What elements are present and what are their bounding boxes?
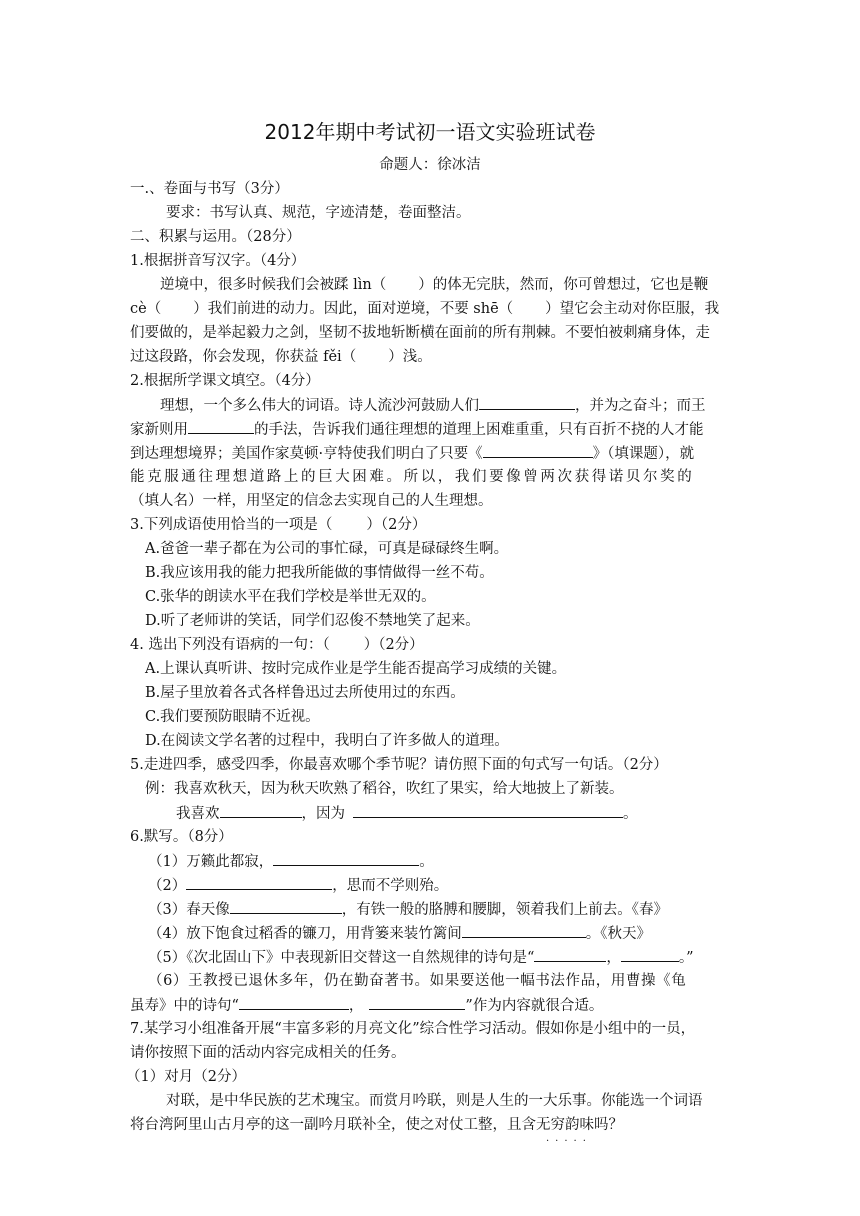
q4-option-d: D.在阅读文学名著的过程中，我明白了许多做人的道理。 bbox=[145, 733, 509, 749]
q6-text: 虽寿》中的诗句“ bbox=[130, 998, 239, 1014]
q4-option-c: C.我们要预防眼睛不近视。 bbox=[145, 709, 320, 725]
q6-fill-blank[interactable] bbox=[534, 946, 606, 962]
q7-paragraph-line-2: 将台湾阿里山古月亭的这一副吟月联补全，使之对仗工整，且含无穷韵味吗？ bbox=[130, 1117, 623, 1133]
emphasis-dots: ..... bbox=[546, 1133, 592, 1144]
q1-line-3: 们要做的，是举起毅力之剑，坚韧不拔地斩断横在面前的所有荆棘。不要怕被刺痛身体，走 bbox=[130, 325, 710, 341]
q6-text: （1）万籁此都寂， bbox=[148, 854, 274, 870]
q6-text: ， bbox=[348, 998, 364, 1014]
q6-text: ， bbox=[606, 950, 621, 966]
q4-heading bbox=[130, 634, 424, 656]
q6-item-3 bbox=[148, 898, 668, 921]
q2-line-3 bbox=[130, 442, 694, 465]
q2-line-5: （填人名）一样，用坚定的信念去实现自己的人生理想。 bbox=[130, 493, 493, 509]
q2-text: 》（填课题），就 bbox=[592, 446, 695, 462]
q1-line-1 bbox=[160, 274, 708, 296]
section-1-heading: 一.、卷面与书写（3分） bbox=[130, 181, 289, 197]
q1-text: ）浅。 bbox=[388, 349, 432, 365]
q6-fill-blank[interactable] bbox=[186, 874, 332, 890]
q4-text: ）（2分） bbox=[363, 637, 424, 653]
q6-text: （2） bbox=[148, 878, 187, 894]
q2-text: 家新则用 bbox=[130, 422, 188, 438]
q4-text: 4. 选出下列没有语病的一句：（ bbox=[130, 637, 330, 653]
q5-text: 我喜欢 bbox=[176, 806, 220, 822]
q5-fill-line bbox=[176, 802, 638, 825]
q6-fill-blank[interactable] bbox=[230, 898, 342, 914]
q2-fill-blank[interactable] bbox=[483, 442, 593, 458]
q3-option-d: D.听了老师讲的笑话，同学们忍俊不禁地笑了起来。 bbox=[145, 613, 480, 629]
q5-fill-blank[interactable] bbox=[220, 802, 302, 818]
q6-text: ，有铁一般的胳膊和腰脚，领着我们上前去。《春》 bbox=[341, 902, 668, 918]
q7-heading-line-1: 7.某学习小组准备开展“丰富多彩的月亮文化”综合性学习活动。假如你是小组中的一员， bbox=[130, 1021, 696, 1037]
q2-line-1 bbox=[160, 394, 706, 417]
q7-subheading: （1）对月（2分） bbox=[126, 1069, 246, 1085]
q6-fill-blank[interactable] bbox=[369, 994, 465, 1010]
q3-text: ）（2分） bbox=[366, 517, 427, 533]
q3-option-b: B.我应该用我的能力把我所能做的事情做得一丝不苟。 bbox=[145, 565, 494, 581]
q7-paragraph-line-1: 对联，是中华民族的艺术瑰宝。而赏月吟联，则是人生的一大乐事。你能选一个词语 bbox=[166, 1093, 703, 1109]
q1-text: ）望它会主动对你臣服，我 bbox=[545, 301, 720, 317]
q7-heading-line-2: 请你按照下面的活动内容完成相关的任务。 bbox=[130, 1045, 406, 1061]
q6-item-6-line-1: （6）王教授已退休多年，仍在勤奋著书。如果要送他一幅书法作品，用曹操《龟 bbox=[148, 973, 687, 989]
q3-text: 3.下列成语使用恰当的一项是（ bbox=[130, 517, 333, 533]
section-2-heading: 二、积累与运用。（28分） bbox=[130, 229, 301, 245]
q6-text: （5）《次北固山下》中表现新旧交替这一自然规律的诗句是“ bbox=[148, 950, 535, 966]
q4-option-b: B.屋子里放着各式各样鲁迅过去所使用过的东西。 bbox=[145, 685, 465, 701]
q6-item-4 bbox=[148, 922, 651, 945]
q1-text: ）我们前进的动力。因此，面对逆境，不要 shē（ bbox=[193, 301, 514, 317]
q2-text: 到达理想境界；美国作家莫顿·亨特使我们明白了只要《 bbox=[130, 446, 483, 462]
q1-text: ）的体无完肤，然而，你可曾想过，它也是鞭 bbox=[418, 277, 709, 293]
q4-option-a: A.上课认真听讲、按时完成作业是学生能否提高学习成绩的关键。 bbox=[145, 661, 567, 677]
author-line: 命题人：徐冰洁 bbox=[379, 157, 481, 173]
q6-fill-blank[interactable] bbox=[273, 850, 419, 866]
q6-fill-blank[interactable] bbox=[239, 994, 349, 1010]
q3-option-c: C.张华的朗读水平在我们学校是举世无双的。 bbox=[145, 589, 436, 605]
q5-text: 。 bbox=[623, 806, 638, 822]
q2-line-2 bbox=[130, 418, 704, 441]
q1-line-2 bbox=[130, 298, 719, 320]
q6-text: ，思而不学则殆。 bbox=[332, 878, 449, 894]
q2-text: ，并为之奋斗；而王 bbox=[575, 398, 706, 414]
q3-heading bbox=[130, 514, 426, 536]
q6-text: 。《秋天》 bbox=[585, 926, 651, 942]
q2-text: 的手法，告诉我们通往理想的道理上困难重重，只有百折不挠的人才能 bbox=[254, 422, 704, 438]
page-title: 2012年期中考试初一语文实验班试卷 bbox=[264, 120, 596, 144]
q2-fill-blank[interactable] bbox=[479, 394, 575, 410]
q6-text: ”作为内容就很合适。 bbox=[465, 998, 604, 1014]
q6-item-1 bbox=[148, 850, 434, 873]
q6-item-2 bbox=[148, 874, 448, 897]
section-1-requirement: 要求：书写认真、规范，字迹清楚，卷面整洁。 bbox=[166, 205, 471, 221]
q2-line-4: 能克服通往理想道路上的巨大困难。所以，我们要像曾两次获得诺贝尔奖的 bbox=[130, 469, 695, 485]
q6-text: （3）春天像 bbox=[148, 902, 230, 918]
q5-heading: 5.走进四季，感受四季，你最喜欢哪个季节呢？请仿照下面的句式写一句话。（2分） bbox=[130, 757, 668, 773]
q3-option-a: A.爸爸一辈子都在为公司的事忙碌，可真是碌碌终生啊。 bbox=[145, 541, 509, 557]
q5-text: ，因为 bbox=[301, 806, 345, 822]
q6-text: 。” bbox=[678, 950, 694, 966]
q2-heading: 2.根据所学课文填空。（4分） bbox=[130, 373, 320, 389]
q1-text: 逆境中，很多时候我们会被蹂 lìn（ bbox=[160, 277, 387, 293]
q6-item-5 bbox=[148, 946, 694, 969]
q2-text: 理想，一个多么伟大的词语。诗人流沙河鼓励人们 bbox=[160, 398, 479, 414]
q2-fill-blank[interactable] bbox=[188, 418, 254, 434]
q6-fill-blank[interactable] bbox=[462, 922, 586, 938]
q1-text: 过这段路，你会发现，你获益 fěi（ bbox=[130, 349, 357, 365]
q1-line-4 bbox=[130, 346, 432, 368]
q5-example: 例：我喜欢秋天，因为秋天吹熟了稻谷，吹红了果实，给大地披上了新装。 bbox=[145, 781, 624, 797]
q1-heading: 1.根据拼音写汉字。（4分） bbox=[130, 253, 306, 269]
q6-item-6-line-2 bbox=[130, 994, 603, 1017]
q6-heading: 6.默写。（8分） bbox=[130, 829, 233, 845]
q6-fill-blank[interactable] bbox=[621, 946, 679, 962]
q1-text: cè（ bbox=[130, 301, 162, 317]
q6-text: （4）放下饱食过稻香的镰刀，用背篓来装竹篱间 bbox=[148, 926, 462, 942]
q6-text: 。 bbox=[419, 854, 434, 870]
q5-fill-blank[interactable] bbox=[353, 802, 623, 818]
